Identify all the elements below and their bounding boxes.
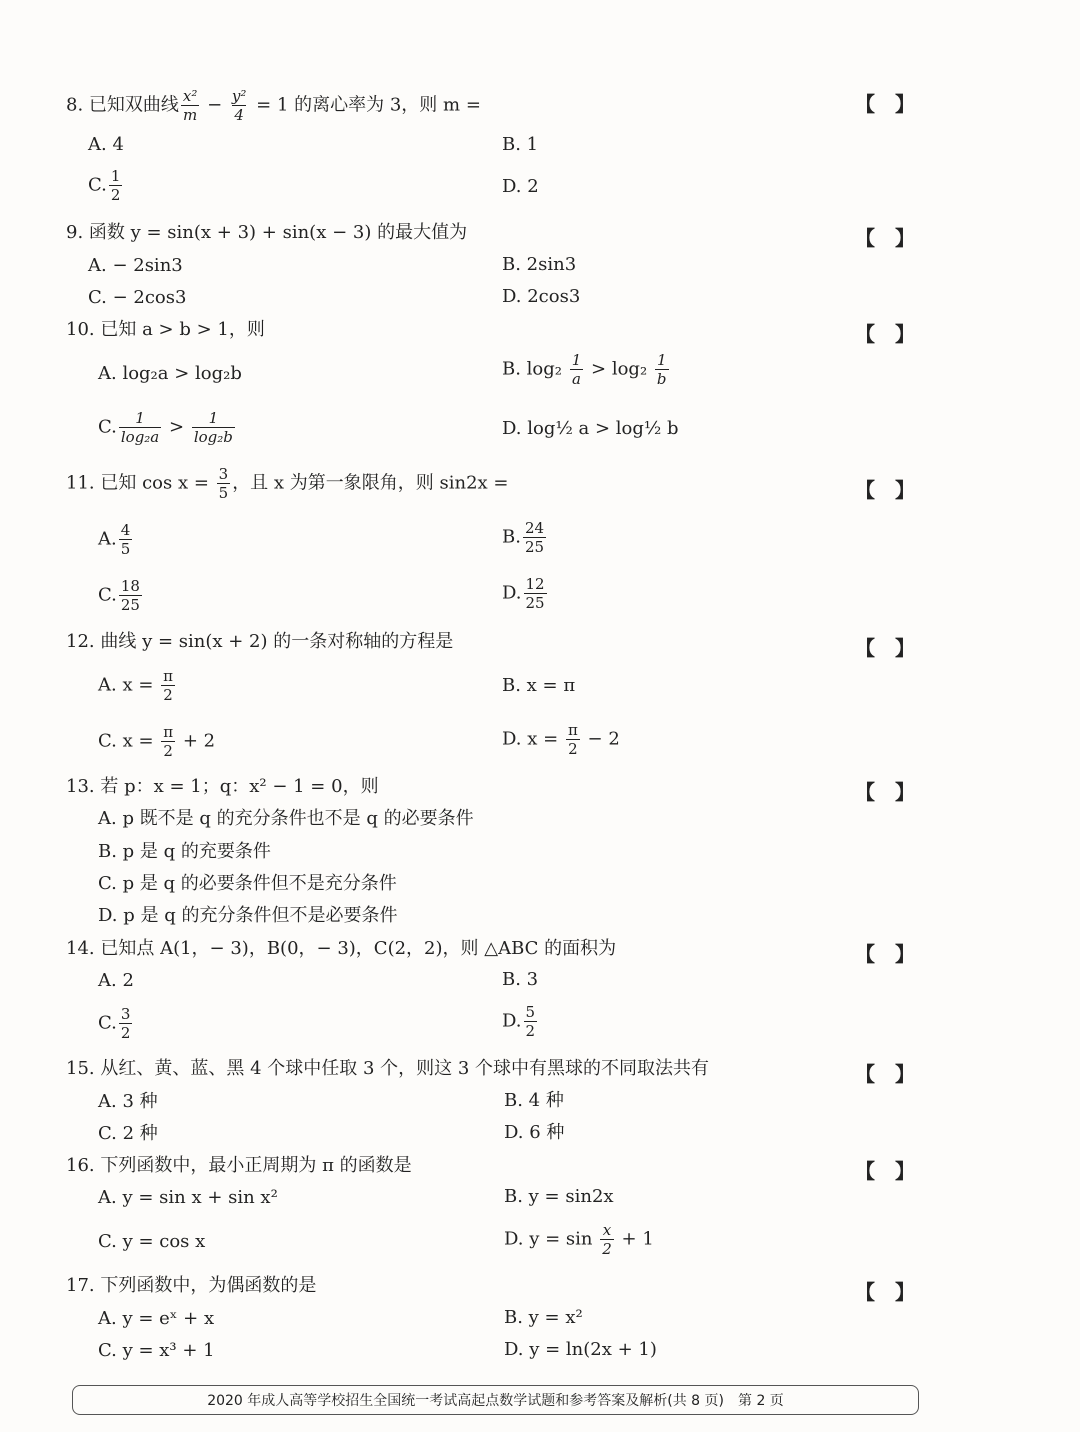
q15-stem: 15. 从红、黄、蓝、黑 4 个球中任取 3 个，则这 3 个球中有黑球的不同取法共有	[66, 1058, 710, 1079]
q10-stem: 10. 已知 a > b > 1，则	[66, 319, 265, 340]
page-footer: 2020 年成人高等学校招生全国统一考试高起点数学试题和参考答案及解析(共 8 页) 第 2 页	[72, 1385, 919, 1415]
answer-bracket: 【 】	[855, 1159, 915, 1183]
q16-option-d: D. y = sin $\frac{x}{2}$ + 1	[504, 1221, 654, 1258]
q12-option-d: D. x = $\frac{\pi}{2}$ − 2	[502, 721, 620, 758]
q12-stem: 12. 曲线 y = sin(x + 2) 的一条对称轴的方程是	[66, 631, 454, 652]
q17-stem: 17. 下列函数中，为偶函数的是	[66, 1275, 317, 1296]
answer-bracket: 【 】	[855, 1062, 915, 1086]
q8-option-d: D. 2	[502, 176, 539, 197]
q16-option-c: C. y = cos x	[98, 1231, 206, 1252]
q13-stem: 13. 若 p：x = 1；q：x² − 1 = 0，则	[66, 776, 379, 797]
q11-stem: 11. 已知 cos x = $\frac{3}{5}$ ，且 x 为第一象限角，则 sin2x =	[66, 465, 509, 502]
q16-option-a: A. y = sin x + sin x²	[98, 1187, 278, 1208]
q17-option-c: C. y = x³ + 1	[98, 1340, 215, 1361]
q14-option-b: B. 3	[502, 969, 539, 990]
q9-option-a: A. − 2sin3	[88, 255, 183, 276]
q15-option-a: A. 3 种	[98, 1091, 158, 1112]
q13-option-c: C. p 是 q 的必要条件但不是充分条件	[98, 873, 397, 894]
q9-option-c: C. − 2cos3	[88, 287, 187, 308]
answer-bracket: 【 】	[855, 1280, 915, 1304]
q13-option-a: A. p 既不是 q 的充分条件也不是 q 的必要条件	[98, 808, 474, 829]
q10-option-b: B. log₂ $\frac{1}{a}$ > log₂ $\frac{1}{b}$	[502, 351, 667, 388]
q11-option-b: B. $\frac{24}{25}$	[502, 519, 545, 556]
q10-option-d: D. log½ a > log½ b	[502, 418, 679, 439]
q11-option-d: D. $\frac{12}{25}$	[502, 575, 545, 612]
answer-bracket: 【 】	[855, 636, 915, 660]
answer-bracket: 【 】	[855, 942, 915, 966]
answer-bracket: 【 】	[855, 226, 915, 250]
q12-option-c: C. x = $\frac{\pi}{2}$ + 2	[98, 723, 216, 760]
q16-stem: 16. 下列函数中，最小正周期为 π 的函数是	[66, 1155, 412, 1176]
q8-option-b: B. 1	[502, 134, 539, 155]
q10-option-c: C. $\frac{1}{\text{log₂a}}$ > $\frac{1}{\text{log₂b}}$	[98, 409, 233, 446]
q15-option-d: D. 6 种	[504, 1122, 565, 1143]
q12-option-b: B. x = π	[502, 675, 576, 696]
q9-option-d: D. 2cos3	[502, 286, 581, 307]
q17-option-b: B. y = x²	[504, 1307, 583, 1328]
q17-option-a: A. y = eˣ + x	[98, 1308, 215, 1329]
q10-option-a: A. log₂a > log₂b	[98, 363, 242, 384]
fraction: $\frac{\text{x²}}{m}$	[182, 87, 198, 124]
q11-option-a: A. $\frac{4}{5}$	[98, 521, 131, 558]
fraction: $\frac{\text{y²}}{4}$	[231, 87, 247, 124]
q13-option-b: B. p 是 q 的充要条件	[98, 841, 271, 862]
q14-option-c: C. $\frac{3}{2}$	[98, 1005, 131, 1042]
q12-option-a: A. x = $\frac{\pi}{2}$	[98, 667, 173, 704]
answer-bracket: 【 】	[855, 780, 915, 804]
answer-bracket: 【 】	[855, 92, 915, 116]
q11-option-c: C. $\frac{18}{25}$	[98, 577, 140, 614]
q15-option-b: B. 4 种	[504, 1090, 564, 1111]
q17-option-d: D. y = ln(2x + 1)	[504, 1339, 657, 1360]
q8-option-a: A. 4	[88, 134, 124, 155]
answer-bracket: 【 】	[855, 478, 915, 502]
q15-option-c: C. 2 种	[98, 1123, 158, 1144]
q14-option-a: A. 2	[98, 970, 134, 991]
answer-bracket: 【 】	[855, 322, 915, 346]
q16-option-b: B. y = sin2x	[504, 1186, 614, 1207]
q8-option-c: C. $\frac{1}{2}$	[88, 167, 121, 204]
q9-option-b: B. 2sin3	[502, 254, 577, 275]
q9-stem: 9. 函数 y = sin(x + 3) + sin(x − 3) 的最大值为	[66, 222, 468, 243]
q8-stem: 8. 已知双曲线 $\frac{\text{x²}}{m}$ − $\frac{\text{y²}}{4}$ = 1 的离心率为 3，则 m =	[66, 87, 481, 124]
q14-stem: 14. 已知点 A(1，− 3)，B(0，− 3)，C(2，2)，则 △ABC 的面积为	[66, 938, 617, 959]
q13-option-d: D. p 是 q 的充分条件但不是必要条件	[98, 905, 398, 926]
q14-option-d: D. $\frac{5}{2}$	[502, 1003, 536, 1040]
